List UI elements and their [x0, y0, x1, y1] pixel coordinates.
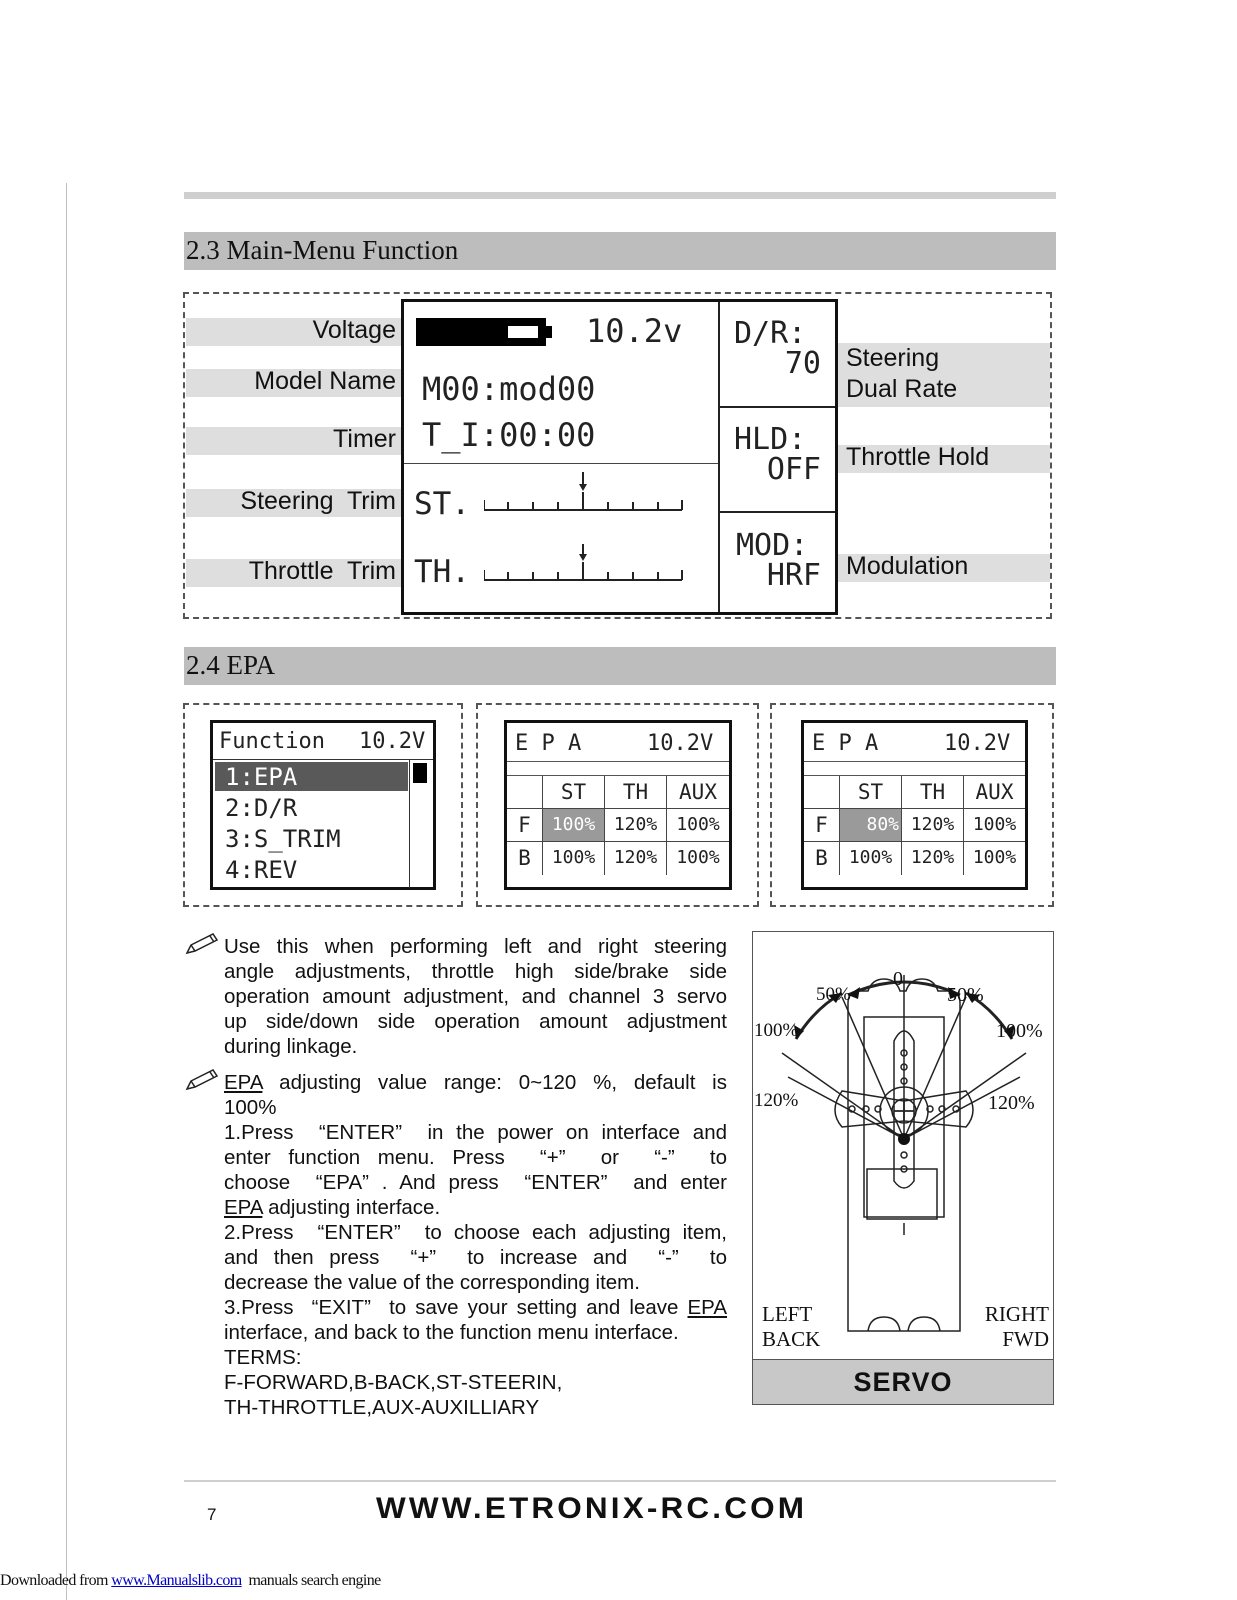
header-rule [184, 192, 1056, 199]
servo-label-100-right: 100% [996, 1020, 1043, 1042]
epa-f-aux[interactable]: 100% [964, 809, 1025, 842]
steering-trim-label: Steering Trim [240, 487, 396, 515]
throttle-trim-label: Throttle Trim [248, 557, 396, 585]
footer-rule [184, 1480, 1056, 1482]
section-2-4-header [184, 647, 1056, 685]
menu-item-dr[interactable]: 2:D/R [225, 794, 298, 822]
servo-label-120-left: 120% [754, 1090, 799, 1111]
epa-col-th: TH [605, 776, 667, 809]
epa-title: E P A [515, 731, 582, 756]
epa-col-aux: AUX [964, 776, 1025, 809]
function-menu-header: Function [219, 729, 325, 754]
epa-f-th[interactable]: 120% [902, 809, 964, 842]
footer-website[interactable]: WWW.ETRONIX-RC.COM [376, 1492, 808, 1525]
epa-col-st: ST [543, 776, 605, 809]
servo-label-zero: 0 [893, 968, 903, 990]
note-2: EPA adjusting value range: 0~120 %, default is 100% 1.Press “ENTER” in the power on interface and enter function menu. Press “+” or “-” to choose “EPA” . And press “ENTER” and enter EPA adjusting interface. 2.Press “ENTER” to choose each adjusting item, and then press “+” to increase and “-” to decrease the value of the corresponding item. 3.Press “EXIT” to save your setting and leave EPA interface, and back to the function menu interface. TERMS: F-FORWARD,B-BACK,ST-STEERIN, TH-THROTTLE,AUX-AUXILLIARY [224, 1071, 727, 1419]
lcd-throttle-hold-value: OFF [766, 452, 821, 487]
pencil-icon [184, 932, 220, 956]
epa-row-b: B [507, 842, 543, 875]
lcd-dual-rate-value: 70 [784, 346, 821, 381]
scrollbar[interactable] [409, 760, 410, 888]
function-menu-screen [210, 720, 436, 890]
section-2-3-header [184, 232, 1056, 270]
epa-screen-2 [801, 720, 1028, 890]
menu-item-epa[interactable]: 1:EPA [225, 763, 298, 791]
lcd-divider [720, 406, 835, 408]
servo-label-50-right: 50% [947, 984, 984, 1006]
lcd-model-name: M00:mod00 [422, 370, 596, 408]
lcd-voltage: 10.2v [586, 312, 683, 350]
function-menu-voltage: 10.2V [359, 729, 426, 754]
epa-col-aux: AUX [667, 776, 729, 809]
epa-b-st[interactable]: 100% [543, 842, 605, 875]
menu-item-rev[interactable]: 4:REV [225, 856, 298, 884]
epa-row-f: F [507, 809, 543, 842]
lcd-modulation-label: MOD: [736, 528, 809, 563]
manualslib-link[interactable]: www.Manualslib.com [111, 1572, 242, 1589]
epa-b-aux[interactable]: 100% [972, 847, 1017, 868]
epa-row-b: B [804, 842, 840, 875]
page-number: 7 [207, 1505, 217, 1524]
lcd-throttle-hold-label: HLD: [734, 422, 807, 457]
servo-label-120-right: 120% [988, 1092, 1035, 1114]
lcd-divider [718, 302, 720, 612]
epa-f-th[interactable]: 120% [605, 809, 667, 842]
lcd-throttle-trim-label: TH. [414, 554, 470, 590]
lcd-divider [404, 463, 718, 464]
epa-f-st-selected[interactable]: 80% [840, 809, 902, 842]
dual-rate-label: Dual Rate [846, 375, 958, 403]
main-lcd-screen [401, 299, 838, 615]
timer-label: Timer [333, 425, 396, 453]
servo-illustration [752, 931, 1054, 1361]
steering-label: Steering [846, 344, 940, 372]
lcd-divider [720, 511, 835, 513]
scrollbar-thumb[interactable] [413, 763, 427, 783]
servo-caption-bar [752, 1359, 1054, 1405]
menu-item-s-trim[interactable]: 3:S_TRIM [225, 825, 341, 853]
epa-title: E P A [812, 731, 879, 756]
trim-scales [484, 472, 704, 592]
pencil-icon [184, 1068, 220, 1092]
epa-b-th[interactable]: 120% [605, 842, 667, 875]
page-margin-rule [66, 183, 67, 1600]
servo-label-50-left: 50% [816, 984, 851, 1005]
throttle-hold-label: Throttle Hold [846, 443, 990, 471]
epa-row-f: F [804, 809, 840, 842]
lcd-modulation-value: HRF [766, 558, 821, 593]
epa-voltage: 10.2V [647, 731, 714, 756]
epa-term: EPA [224, 1071, 263, 1094]
model-name-label: Model Name [254, 367, 396, 395]
lcd-timer: T_I:00:00 [422, 416, 596, 454]
epa-col-st: ST [840, 776, 902, 809]
download-notice: Downloaded from www.Manualslib.com manuals search engine [0, 1572, 381, 1589]
epa-voltage: 10.2V [944, 731, 1011, 756]
servo-label-fwd: FWD [1002, 1327, 1049, 1351]
section-2-3-title: 2.3 Main-Menu Function [186, 235, 459, 265]
servo-label-right: RIGHT [984, 1302, 1049, 1326]
epa-f-aux[interactable]: 100% [667, 809, 729, 842]
voltage-label: Voltage [312, 316, 396, 344]
epa-f-st-selected[interactable]: 100% [543, 809, 605, 842]
servo-label-100-left: 100% [754, 1020, 799, 1041]
note-1: Use this when performing left and right steering angle adjustments, throttle high side/brake side operation amount adjustment, and channel 3 servo up side/down side operation amount adjustment during linkage. [224, 935, 727, 1058]
servo-label-left: LEFT [762, 1302, 813, 1326]
epa-b-th[interactable]: 120% [902, 842, 964, 875]
section-2-4-title: 2.4 EPA [186, 650, 276, 680]
epa-b-aux[interactable]: 100% [676, 847, 720, 868]
battery-icon [416, 318, 546, 346]
lcd-steering-trim-label: ST. [414, 486, 470, 522]
epa-screen-1 [504, 720, 732, 890]
lcd-dual-rate-label: D/R: [734, 316, 807, 351]
servo-label-back: BACK [762, 1327, 821, 1351]
epa-col-th: TH [902, 776, 964, 809]
epa-b-st[interactable]: 100% [840, 842, 902, 875]
modulation-label: Modulation [846, 552, 969, 580]
servo-caption: SERVO [853, 1367, 953, 1397]
